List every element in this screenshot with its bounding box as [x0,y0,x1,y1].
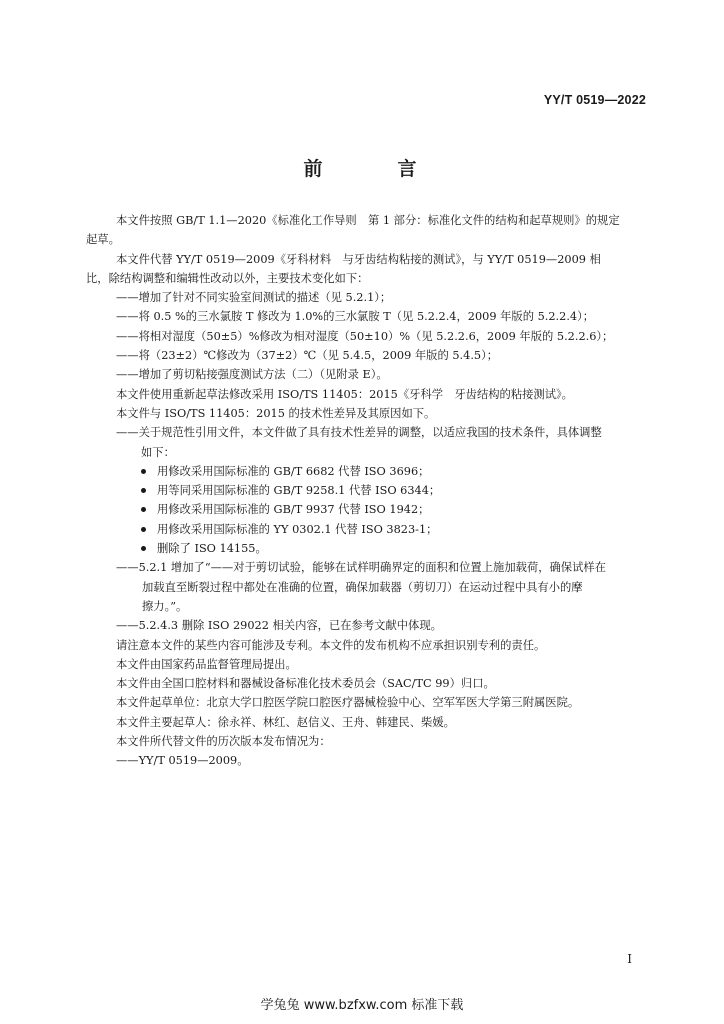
paragraph-line: 比，除结构调整和编辑性改动以外，主要技术变化如下： [86,271,369,285]
paragraph-line: 加载直至断裂过程中都处在准确的位置，确保加载器（剪切刀）在运动过程中具有小的摩 [142,580,583,594]
paragraph-line: 本文件代替 YY/T 0519—2009《牙科材料 与牙齿结构粘接的测试》，与 YY/T 0519—2009 相 [116,252,601,266]
bullet-text: 用修改采用国际标准的 GB/T 9937 代替 ISO 1942； [157,503,430,517]
paragraph-line: 本文件由国家药品监督管理局提出。 [116,657,297,671]
paragraph-line: 本文件所代替文件的历次版本发布情况为： [116,735,331,749]
bullet-item [116,462,654,481]
bullet-text: 删除了 ISO 14155。 [157,542,267,556]
bullet-text: 用修改采用国际标准的 YY 0302.1 代替 ISO 3823-1； [157,522,438,536]
paragraph-line: 本文件按照 GB/T 1.1—2020《标准化工作导则 第 1 部分：标准化文件的结构和起草规则》的规定 [116,214,620,227]
paragraph-line: 如下： [141,445,175,459]
bullet-item [116,520,654,539]
bullet-item [116,500,654,519]
page-number: I [627,952,632,966]
bullet-item [116,481,654,500]
paragraph-line: 本文件由全国口腔材料和器械设备标准化技术委员会（SAC/TC 99）归口。 [116,677,495,691]
list-item: ——5.2.4.3 删除 ISO 29022 相关内容，已在参考文献中体现。 [116,619,442,633]
paragraph-line: 本文件起草单位：北京大学口腔医学院口腔医疗器械检验中心、空军军医大学第三附属医院。 [116,696,580,710]
bullet-item [116,539,654,558]
bullet-dot-icon [141,469,146,474]
paragraph-line: 请注意本文件的某些内容可能涉及专利。本文件的发布机构不应承担识别专利的责任。 [116,638,546,652]
foreword-body [86,211,654,771]
paragraph-line: 擦力。”。 [142,599,188,613]
standard-number: YY/T 0519—2022 [543,93,646,107]
paragraph-line: 本文件与 ISO/TS 11405：2015 的技术性差异及其原因如下。 [116,406,436,420]
list-item: ——增加了针对不同实验室间测试的描述（见 5.2.1）； [116,291,392,305]
list-item: ——将 0.5 %的三水氯胺 T 修改为 1.0%的三水氯胺 T（见 5.2.2.4，2009 年版的 5.2.2.4）； [116,310,595,324]
list-item: ——增加了剪切粘接强度测试方法（二）（见附录 E）。 [116,368,388,382]
list-item: ——5.2.1 增加了“——对于剪切试验，能够在试样明确界定的面积和位置上施加载荷，确保试样在 [116,561,606,575]
bullet-dot-icon [141,527,146,532]
bullet-text: 用等同采用国际标准的 GB/T 9258.1 代替 ISO 6344； [157,484,441,498]
list-item: ——将（23±2）℃修改为（37±2）℃（见 5.4.5，2009 年版的 5.4.5）； [116,349,499,363]
list-item: ——将相对湿度（50±5）%修改为相对湿度（50±10）%（见 5.2.2.6，2009 年版的 5.2.2.6）； [116,329,614,343]
page-title: 前 言 [303,158,445,180]
bullet-text: 用修改采用国际标准的 GB/T 6682 代替 ISO 3696； [157,464,430,478]
footer-watermark: 学兔兔 www.bzfxw.com 标准下载 [260,998,464,1013]
list-item: ——关于规范性引用文件，本文件做了具有技术性差异的调整，以适应我国的技术条件，具体调整 [116,426,602,440]
paragraph-line: 起草。 [86,233,120,247]
paragraph-line: 本文件使用重新起草法修改采用 ISO/TS 11405：2015《牙科学 牙齿结构的粘接测试》。 [116,387,573,401]
paragraph-line: 本文件主要起草人：徐永祥、林红、赵信义、王舟、韩建民、柴媛。 [116,715,455,729]
list-item: ——YY/T 0519—2009。 [116,754,249,768]
